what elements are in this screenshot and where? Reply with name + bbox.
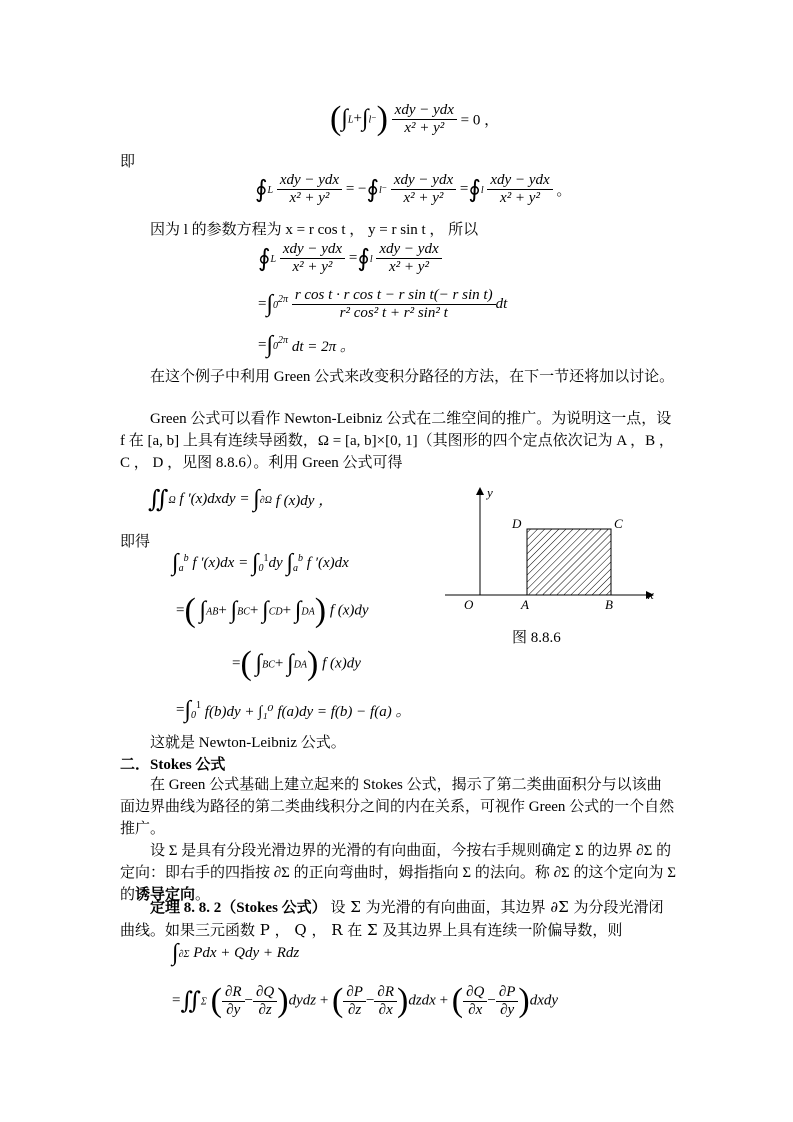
stokes-rhs: =∬Σ ( $\frac{\partial R}{\partial y}$ − $\frac{\partial Q}{\partial z}$ )dydz + ( $\frac{\partial P}{\partial z}$ − $\frac{\partial R}{\partial x}$ )dzdx + ( $\frac{\partial Q}{\partial x}$ − $\frac{\partial P}{\partial y}$ )dxdy bbox=[172, 982, 559, 1019]
equation-5d: $=\int_0^1$ f(b)dy + ∫₁⁰ f(a)dy = f(b) − f(a) 。 bbox=[176, 697, 411, 723]
paragraph-stokes-1: 在 Green 公式基础上建立起来的 Stokes 公式，揭示了第二类曲面积分与以该曲面边界曲线为路径的第二类曲线积分之间的内在关系，可视作 Green 公式的一个自然推广。 bbox=[120, 777, 675, 837]
theorem-text: 设 Σ 为光滑的有向曲面，其边界 ∂Σ 为分段光滑闭曲线。如果三元函数 P ， Q ， R 在 Σ 及其边界上具有连续一阶偏导数，则 bbox=[120, 898, 664, 939]
equation-4: ∬Ω f ′(x)dxdy = ∫∂Ω f (x)dy ， bbox=[148, 486, 334, 513]
label-D: D bbox=[512, 516, 522, 531]
region-omega bbox=[527, 529, 611, 595]
because-line: 因为 l 的参数方程为 x = r cos t ， y = r sin t ， 所以 bbox=[150, 222, 479, 238]
figure-caption: 图 8.8.6 bbox=[512, 630, 561, 646]
equation-5b: =( ∫AB+ ∫BC+ ∫CD+ ∫DA) f (x)dy bbox=[176, 592, 369, 629]
paragraph-example: 在这个例子中利用 Green 公式来改变积分路径的方法，在下一节还将加以讨论。 bbox=[150, 369, 675, 385]
label-A: A bbox=[521, 597, 529, 612]
equation-3c: $=\int 0^{2\pi}$ dt = 2π 。 bbox=[258, 332, 355, 358]
figure-8-8-6 bbox=[440, 485, 670, 645]
equation-2: ∮L $\frac{\text{xdy − ydx}}{\text{x² + y²}}$ = −∮l⁻ $\frac{\text{xdy − ydx}}{\text{x² + y²}}$ =∮l $\frac{\text{xdy − ydx}}{\text{x² + y²}}$ 。 bbox=[255, 172, 572, 206]
label-y: y bbox=[487, 485, 493, 500]
stokes-lhs: ∫∂Σ Pdx + Qdy + Rdz bbox=[172, 940, 300, 966]
label-O: O bbox=[464, 597, 474, 612]
ji-label: 即 bbox=[120, 154, 136, 170]
theorem-label: 定理 8. 8. 2（Stokes 公式） bbox=[150, 900, 327, 916]
theorem-block bbox=[120, 896, 676, 942]
equation-3b: $=\int 0^{2\pi}$ $\frac{\text{r cos t · r cos t − r sin t(− r sin t)}}{\text{r² cos² t + r² sin² t}}$ dt bbox=[258, 287, 508, 321]
equation-3a: ∮L $\frac{\text{xdy − ydx}}{\text{x² + y²}}$ =∮l $\frac{\text{xdy − ydx}}{\text{x² + y²}}$ bbox=[258, 241, 442, 276]
label-x: x bbox=[648, 587, 654, 602]
jide-label: 即得 bbox=[120, 534, 151, 550]
paragraph-stokes-2: 设 Σ 是具有分段光滑边界的光滑的有向曲面，今按右手规则确定 Σ 的边界 ∂Σ 的定向：即右手的四指按 ∂Σ 的正向弯曲时，姆指指向 Σ 的法向。称 ∂Σ 的这个定向为 Σ 的诱导定向。 bbox=[120, 843, 676, 903]
equation-5c: =( ∫BC+ ∫DA) f (x)dy bbox=[232, 645, 361, 682]
nl-sentence: 这就是 Newton-Leibniz 公式。 bbox=[150, 735, 346, 751]
equation-1: (∫L+∫l⁻) $\frac{\text{xdy − ydx}}{\text{x² + y²}}$ = 0 ， bbox=[330, 100, 500, 137]
equation-5a: $\int_a^b$ f $'(x)dx = \int_0^1dy$ $\int_a^b$ f ′(x)dx bbox=[172, 550, 349, 576]
paragraph-green: Green 公式可以看作 Newton-Leibniz 公式在二维空间的推广。为说明这一点，设 f 在 [a, b] 上具有连续导函数，Ω = [a, b]×[0, 1]（其图形的四个定点依次记为 A ，B ， C ， D ，见图 8.8.6）。利用 Green 公式可得 bbox=[120, 411, 674, 471]
label-B: B bbox=[605, 597, 613, 612]
section-title: 二．Stokes 公式 bbox=[120, 757, 226, 773]
label-C: C bbox=[614, 516, 623, 531]
